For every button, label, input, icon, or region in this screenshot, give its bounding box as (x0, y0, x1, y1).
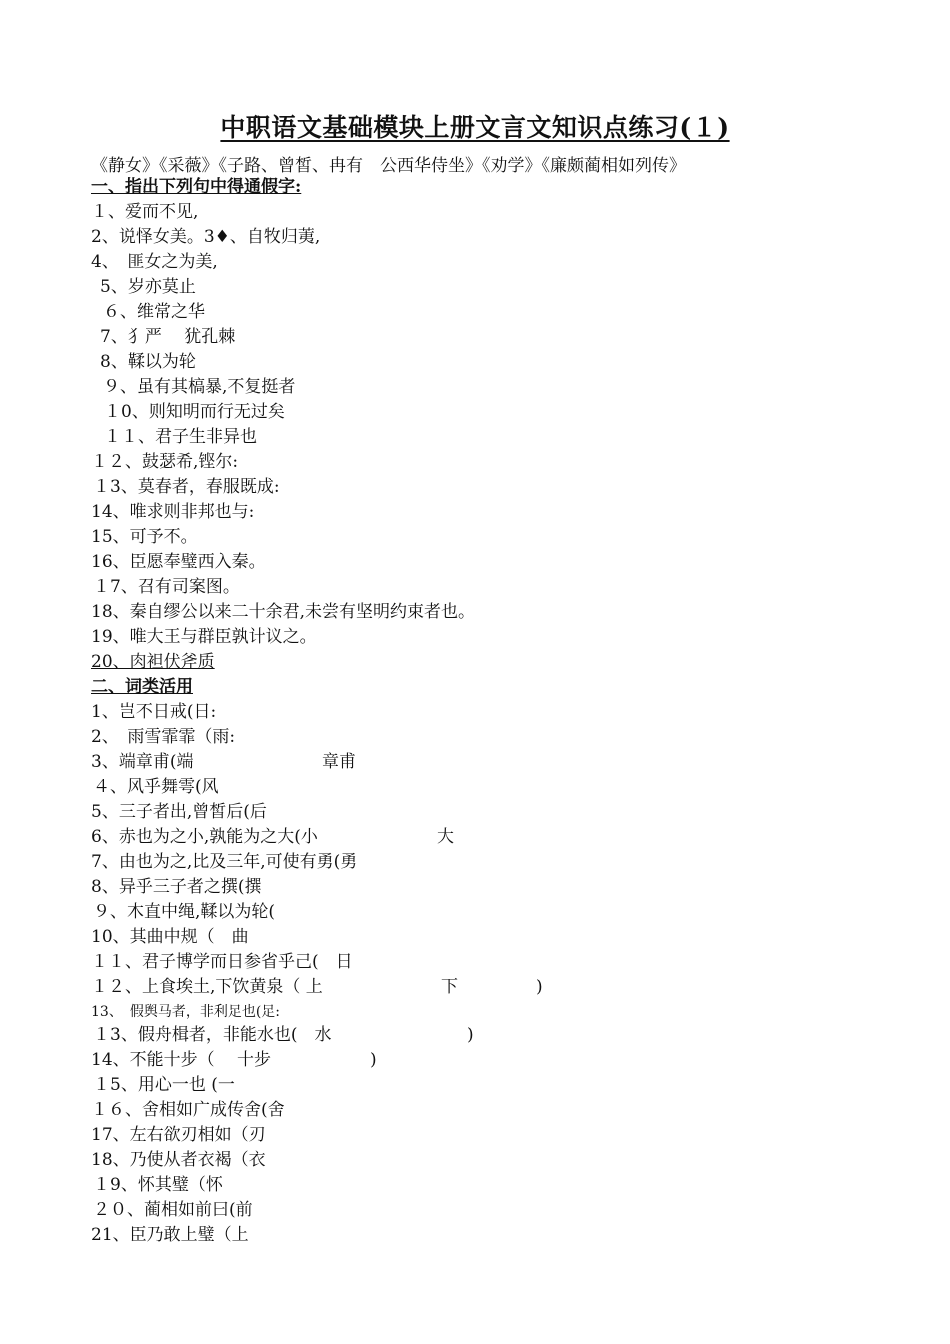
section2-item: 2、 雨雪霏霏（雨: (91, 727, 236, 747)
section2-item: 21、臣乃敢上璧（上 (91, 1225, 249, 1245)
section2-item-part: ) (467, 1025, 474, 1045)
section2-item: 10、其曲中规（ 曲 (91, 927, 249, 947)
section2-item-part: ) (536, 977, 543, 997)
section1-item: ６、维常之华 (103, 302, 205, 322)
section2-item: １5、用心一也 (一 (93, 1075, 235, 1095)
section1-item: 20、肉袒伏斧质 (91, 652, 215, 672)
section1-item: 14、唯求则非邦也与: (91, 502, 255, 522)
section2-item: 13、 假舆马者，非利足也(足: (91, 1004, 280, 1020)
section1-heading: 一、指出下列句中得通假字: (91, 177, 302, 197)
section2-item-part: 下 (441, 977, 458, 997)
section2-item: １9、怀其璧（怀 (93, 1175, 223, 1195)
section2-item: １１、君子博学而日参省乎己( 日 (91, 952, 353, 972)
section1-item: １、爱而不见, (91, 202, 199, 222)
section1-item: １3、莫春者，春服既成: (93, 477, 280, 497)
section2-item-part: 大 (437, 827, 454, 847)
section2-item: 14、不能十步（ 十步 (91, 1050, 272, 1070)
section2-item: 3、端章甫(端 (91, 752, 194, 772)
section2-item-part: 章甫 (322, 752, 356, 772)
section1-item: １0、则知明而行无过矣 (104, 402, 285, 422)
section2-item: 8、异乎三子者之撰(撰 (91, 877, 262, 897)
section1-item: １7、召有司案图。 (93, 577, 240, 597)
section2-item: 1、岂不日戒(日: (91, 702, 217, 722)
section1-item: 19、唯大王与群臣孰计议之。 (91, 627, 317, 647)
section1-item: 15、可予不。 (91, 527, 198, 547)
section1-item: 2、说怿女美。3♦、自牧归荑, (91, 227, 321, 247)
section1-item: 5、岁亦莫止 (100, 277, 196, 297)
section2-item: ２０、蔺相如前曰(前 (93, 1200, 253, 1220)
section1-item: ９、虽有其槁暴,不复挺者 (103, 377, 296, 397)
section2-item: １２、上食埃土,下饮黄泉（ 上 (91, 977, 323, 997)
section2-item: ９、木直中绳,鞣以为轮( (93, 902, 276, 922)
subtitle-text-list: 《静女》《采薇》《子路、曾皙、冉有 公西华侍坐》《劝学》《廉颇蔺相如列传》 (91, 156, 686, 176)
section1-item: １２、鼓瑟希,铿尔: (91, 452, 239, 472)
section1-item: 8、鞣以为轮 (100, 352, 196, 372)
section1-item: １１、君子生非异也 (104, 427, 257, 447)
section2-item: 5、三子者出,曾皙后(后 (91, 802, 267, 822)
section1-item: 7、犭严 犹孔棘 (100, 327, 236, 347)
section1-item: 4、 匪女之为美, (91, 252, 218, 272)
section2-item: １3、假舟楫者，非能水也( 水 (93, 1025, 332, 1045)
section2-item: 18、乃使从者衣褐（衣 (91, 1150, 266, 1170)
section2-item: ４、风乎舞雩(风 (93, 777, 219, 797)
section2-item: 7、由也为之,比及三年,可使有勇(勇 (91, 852, 358, 872)
section2-heading: 二、词类活用 (91, 677, 193, 697)
section2-item-part: ) (370, 1050, 377, 1070)
section2-item: 6、赤也为之小,孰能为之大(小 (91, 827, 318, 847)
section1-item: 16、臣愿奉璧西入秦。 (91, 552, 266, 572)
section2-item: １６、舍相如广成传舍(舍 (91, 1100, 285, 1120)
section1-item: 18、秦自缪公以来二十余君,未尝有坚明约束者也。 (91, 602, 476, 622)
section2-item: 17、左右欲刃相如（刃 (91, 1125, 266, 1145)
page-title: 中职语文基础模块上册文言文知识点练习(１) (220, 113, 730, 142)
